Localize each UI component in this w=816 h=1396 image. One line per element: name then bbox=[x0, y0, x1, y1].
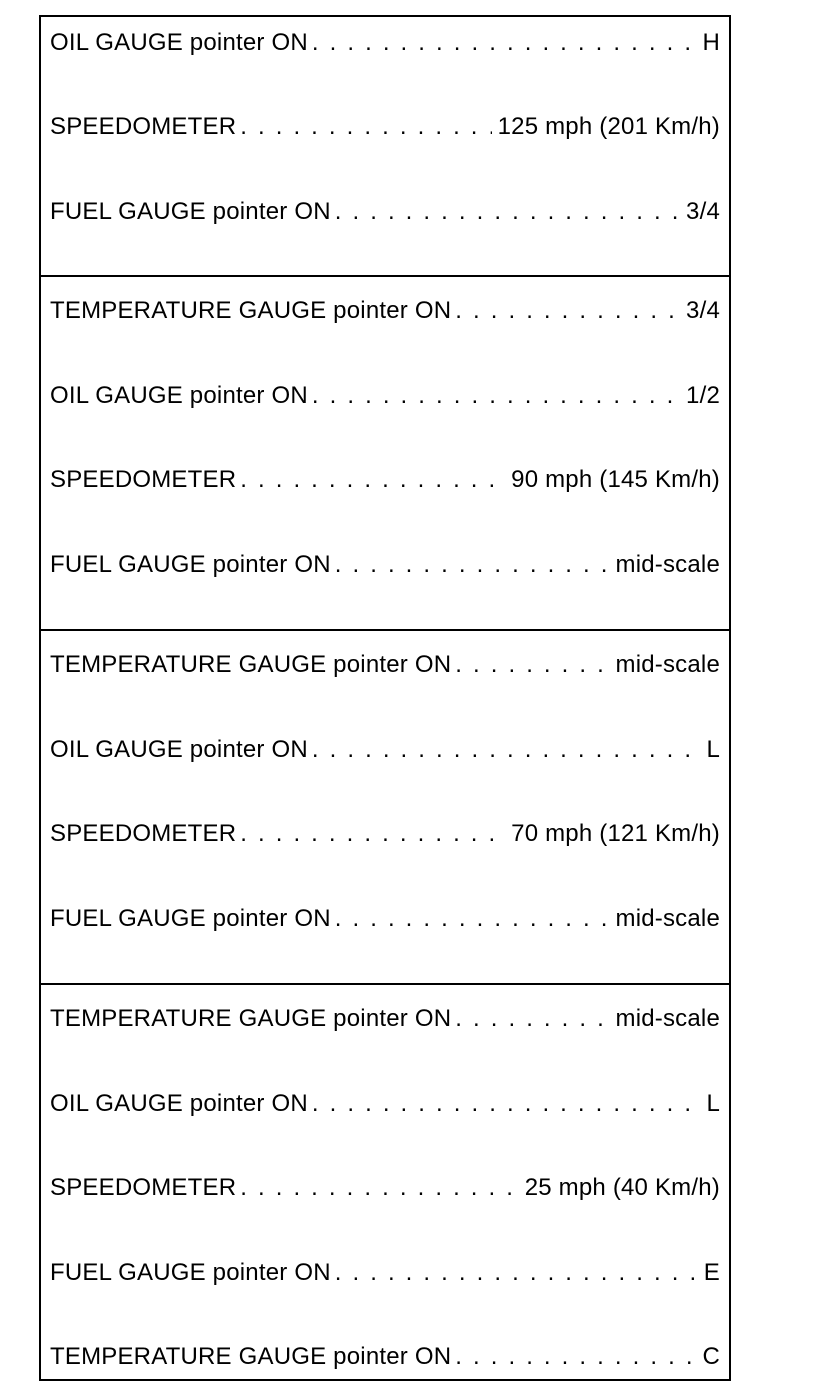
section-2 bbox=[41, 275, 729, 629]
dot-leader bbox=[455, 1343, 696, 1371]
dot-leader bbox=[312, 29, 697, 57]
row-value: mid-scale bbox=[615, 651, 720, 678]
table-row bbox=[50, 1342, 720, 1372]
table-row bbox=[50, 550, 720, 580]
row-label: OIL GAUGE pointer ON bbox=[50, 1090, 308, 1117]
row-value: 90 mph (145 Km/h) bbox=[511, 466, 720, 493]
row-label: TEMPERATURE GAUGE pointer ON bbox=[50, 1005, 452, 1032]
dot-leader bbox=[455, 297, 680, 325]
gauge-check-table bbox=[39, 15, 731, 1381]
row-label: FUEL GAUGE pointer ON bbox=[50, 905, 331, 932]
table-row bbox=[50, 650, 720, 680]
table-row bbox=[50, 1089, 720, 1119]
table-row bbox=[50, 465, 720, 495]
row-value: 3/4 bbox=[686, 297, 720, 324]
table-row bbox=[50, 735, 720, 765]
dot-leader bbox=[455, 1005, 609, 1033]
table-row bbox=[50, 1004, 720, 1034]
row-label: OIL GAUGE pointer ON bbox=[50, 382, 308, 409]
dot-leader bbox=[312, 736, 701, 764]
section-3 bbox=[41, 629, 729, 983]
table-row bbox=[50, 904, 720, 934]
dot-leader bbox=[335, 1259, 698, 1287]
row-label: SPEEDOMETER bbox=[50, 1174, 237, 1201]
row-label: SPEEDOMETER bbox=[50, 466, 237, 493]
table-row bbox=[50, 296, 720, 326]
table-row bbox=[50, 197, 720, 227]
row-label: OIL GAUGE pointer ON bbox=[50, 29, 308, 56]
row-label: SPEEDOMETER bbox=[50, 113, 237, 140]
section-4 bbox=[41, 983, 729, 1379]
table-row bbox=[50, 112, 720, 142]
row-value: 3/4 bbox=[686, 198, 720, 225]
table-row bbox=[50, 28, 720, 58]
row-value: L bbox=[706, 1090, 720, 1117]
row-label: FUEL GAUGE pointer ON bbox=[50, 551, 331, 578]
dot-leader bbox=[312, 382, 680, 410]
table-row bbox=[50, 1173, 720, 1203]
row-value: L bbox=[706, 736, 720, 763]
table-row bbox=[50, 381, 720, 411]
row-value: C bbox=[702, 1343, 720, 1370]
row-label: TEMPERATURE GAUGE pointer ON bbox=[50, 651, 452, 678]
row-value: 25 mph (40 Km/h) bbox=[524, 1174, 720, 1201]
row-value: E bbox=[703, 1259, 720, 1286]
table-row bbox=[50, 1258, 720, 1288]
dot-leader bbox=[335, 551, 610, 579]
dot-leader bbox=[335, 198, 680, 226]
dot-leader bbox=[240, 113, 491, 141]
dot-leader bbox=[240, 1174, 518, 1202]
row-value: mid-scale bbox=[615, 905, 720, 932]
row-label: FUEL GAUGE pointer ON bbox=[50, 1259, 331, 1286]
row-value: H bbox=[702, 29, 720, 56]
row-label: SPEEDOMETER bbox=[50, 820, 237, 847]
dot-leader bbox=[455, 651, 609, 679]
row-label: OIL GAUGE pointer ON bbox=[50, 736, 308, 763]
dot-leader bbox=[240, 820, 505, 848]
dot-leader bbox=[312, 1090, 701, 1118]
row-value: mid-scale bbox=[615, 551, 720, 578]
row-value: 70 mph (121 Km/h) bbox=[511, 820, 720, 847]
row-label: FUEL GAUGE pointer ON bbox=[50, 198, 331, 225]
row-label: TEMPERATURE GAUGE pointer ON bbox=[50, 1343, 452, 1370]
row-value: 1/2 bbox=[686, 382, 720, 409]
dot-leader bbox=[240, 466, 505, 494]
table-row bbox=[50, 819, 720, 849]
dot-leader bbox=[335, 905, 610, 933]
section-1 bbox=[41, 17, 729, 275]
row-value: 125 mph (201 Km/h) bbox=[497, 113, 720, 140]
row-label: TEMPERATURE GAUGE pointer ON bbox=[50, 297, 452, 324]
row-value: mid-scale bbox=[615, 1005, 720, 1032]
